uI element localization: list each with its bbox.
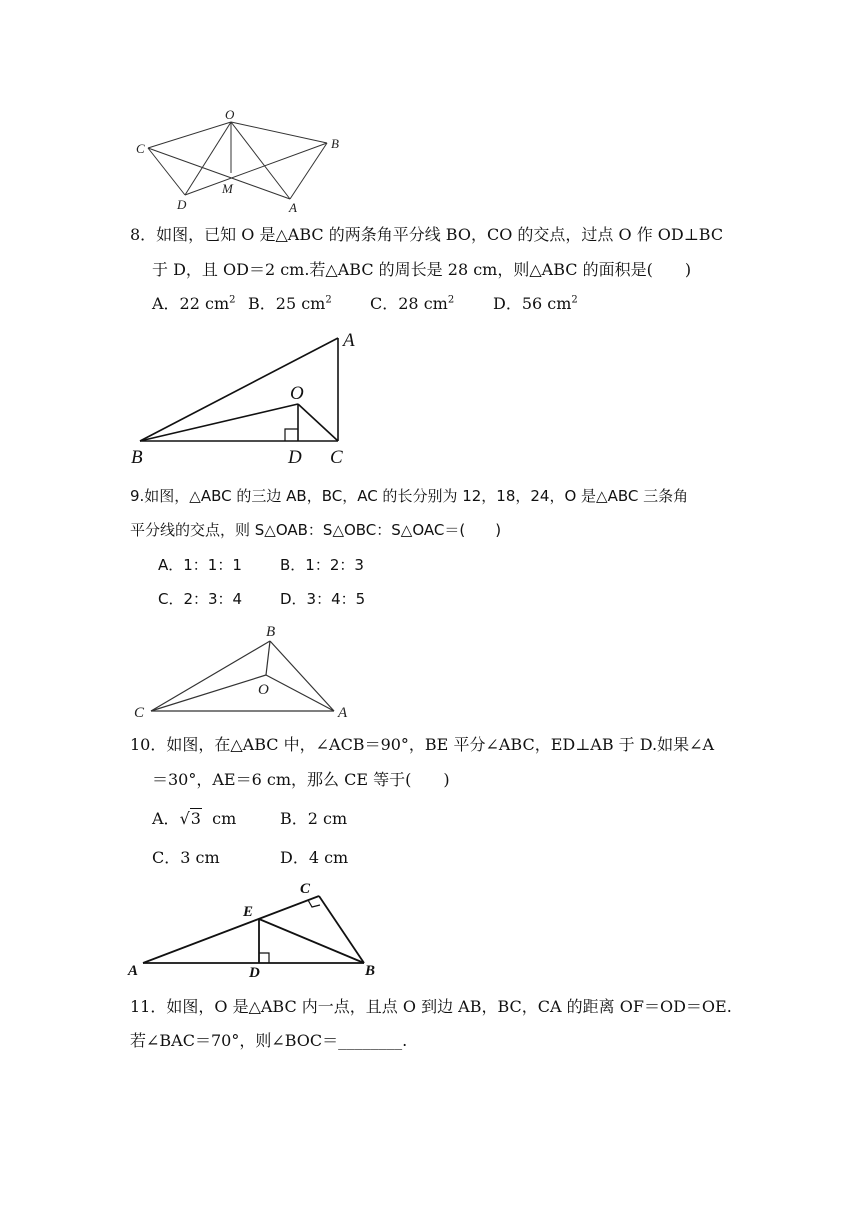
label-B: B <box>365 963 376 979</box>
q9-line2: 平分线的交点，则 S△OAB：S△OBC：S△OAC＝( ) <box>130 521 502 539</box>
label-A: A <box>289 200 297 215</box>
label-O: O <box>258 682 269 698</box>
q11-line2: 若∠BAC＝70°，则∠BOC＝________. <box>130 1031 408 1050</box>
q10-option-a-radicand: 3 <box>190 809 201 828</box>
label-D: D <box>177 197 187 212</box>
q10-line2: ＝30°，AE＝6 cm，那么 CE 等于( ) <box>152 770 450 789</box>
q8-option-d-text: D．56 cm <box>493 294 572 313</box>
label-B: B <box>266 624 276 640</box>
q10-line1: 10．如图，在△ABC 中，∠ACB＝90°，BE 平分∠ABC，ED⊥AB 于 D.如果∠A <box>130 735 715 754</box>
sqrt-icon: √ <box>179 809 190 828</box>
label-A: A <box>128 963 139 979</box>
q8-option-a <box>152 294 236 314</box>
q8-option-a-sup: 2 <box>229 294 236 306</box>
q9-option-a: A．1：1：1 <box>158 556 242 574</box>
q9-option-c: C．2：3：4 <box>158 590 243 608</box>
figure-q9 <box>128 620 358 722</box>
q8-option-a-text: A．22 cm <box>152 294 230 313</box>
label-A: A <box>338 705 348 721</box>
q10-option-c: C．3 cm <box>152 848 220 867</box>
label-D: D <box>249 965 260 981</box>
q8-option-b-sup: 2 <box>325 294 332 306</box>
q8-option-b-text: B．25 cm <box>248 294 326 313</box>
figure-q10 <box>125 878 385 982</box>
q8-option-c <box>370 294 454 314</box>
figure-q7 <box>130 104 350 216</box>
q10-option-a-unit: cm <box>212 809 237 828</box>
label-B: B <box>131 447 143 468</box>
label-B: B <box>331 136 339 151</box>
label-A: A <box>343 330 355 351</box>
label-M: M <box>222 181 233 196</box>
q11-line1: 11．如图，O 是△ABC 内一点，且点 O 到边 AB，BC，CA 的距离 OF＝OD＝OE. <box>130 997 732 1016</box>
label-O: O <box>225 107 235 122</box>
q8-option-c-sup: 2 <box>447 294 455 306</box>
label-O: O <box>290 383 304 404</box>
figure-q8 <box>128 326 368 470</box>
label-C: C <box>136 141 145 156</box>
q9-line1: 9.如图，△ABC 的三边 AB，BC，AC 的长分别为 12，18，24，O 是△ABC 三条角 <box>130 487 689 505</box>
q8-option-d <box>493 294 578 314</box>
label-E: E <box>243 904 254 920</box>
q9-option-d: D．3：4：5 <box>280 590 366 608</box>
label-C: C <box>134 705 145 721</box>
q10-option-a-prefix: A． <box>152 809 180 828</box>
label-C: C <box>330 447 343 468</box>
figure-q7-lines <box>148 122 327 199</box>
q10-option-a <box>152 809 236 829</box>
q8-option-d-sup: 2 <box>571 294 578 306</box>
q8-line2: 于 D，且 OD＝2 cm.若△ABC 的周长是 28 cm，则△ABC 的面积是( ) <box>152 260 692 279</box>
label-C: C <box>300 881 311 897</box>
q10-option-d: D．4 cm <box>280 848 349 867</box>
q9-option-b: B．1：2：3 <box>280 556 364 574</box>
q8-option-b <box>248 294 332 314</box>
label-D: D <box>288 447 302 468</box>
q8-line1: 8．如图，已知 O 是△ABC 的两条角平分线 BO，CO 的交点，过点 O 作 OD⊥BC <box>130 225 724 244</box>
q8-option-c-text: C．28 cm <box>370 294 448 313</box>
q10-option-b: B．2 cm <box>280 809 348 828</box>
